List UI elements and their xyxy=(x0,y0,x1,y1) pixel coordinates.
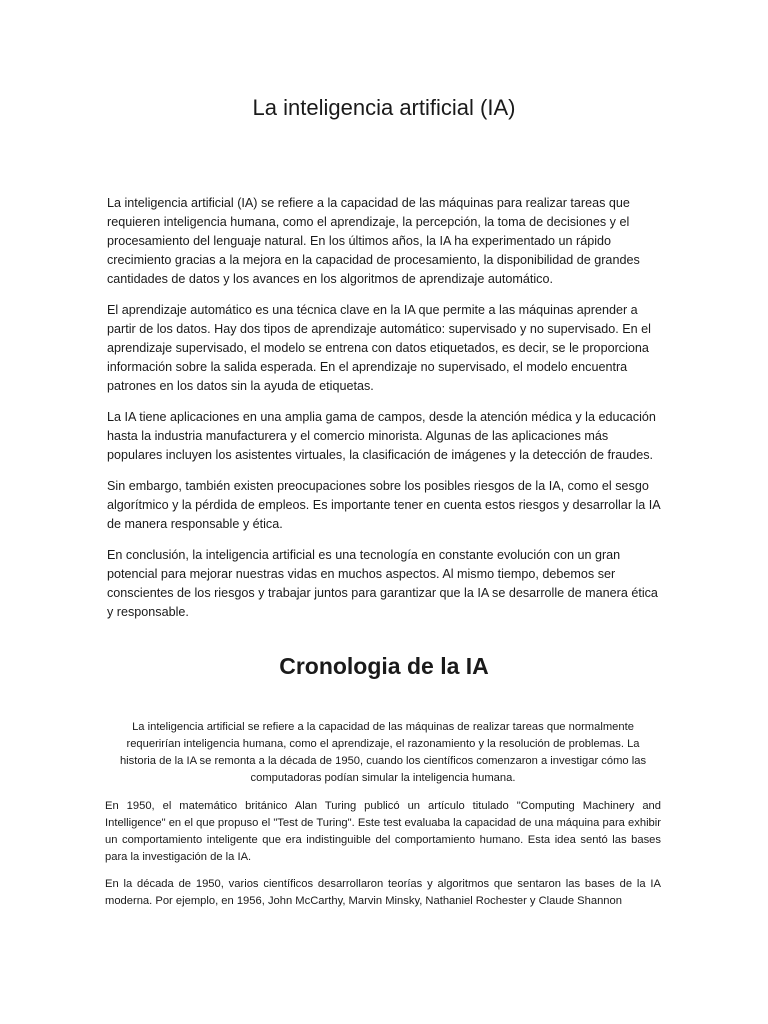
timeline-section xyxy=(105,719,661,920)
paragraph-timeline-intro: La inteligencia artificial se refiere a la capacidad de las máquinas de realizar tareas que normalmente requerirían inteligencia humana, como el aprendizaje, el razonamiento y la resolución de problemas. La historia de la IA se remonta a la década de 1950, cuando los científicos comenzaron a investigar cómo las computadoras podían simular la inteligencia humana. xyxy=(119,721,647,784)
page-title: La inteligencia artificial (IA) xyxy=(252,95,516,120)
paragraph-risks: Sin embargo, también existen preocupaciones sobre los posibles riesgos de la IA, como el sesgo algorítmico y la pérdida de empleos. Es importante tener en cuenta estos riesgos y desarrollar la IA de manera responsable y ética. xyxy=(107,479,661,531)
paragraph-turing: En 1950, el matemático británico Alan Turing publicó un artículo titulado "Computing Machinery and Intelligence" en el que propuso el "Test de Turing". Este test evaluaba la capacidad de una máquina para exhibir un comportamiento inteligente que era indistinguible del comportamiento humano. Esta idea sentó las bases para la investigación de la IA. xyxy=(105,800,661,863)
paragraph-1950s: En la década de 1950, varios científicos desarrollaron teorías y algoritmos que sentaron las bases de la IA moderna. Por ejemplo, en 1956, John McCarthy, Marvin Minsky, Nathaniel Rochester y Claude Shannon xyxy=(105,878,661,907)
paragraph-definition: La inteligencia artificial (IA) se refiere a la capacidad de las máquinas para realizar tareas que requieren inteligencia humana, como el aprendizaje, la percepción, la toma de decisiones y el procesamiento del lenguaje natural. En los últimos años, la IA ha experimentado un rápido crecimiento gracias a la mejora en la capacidad de procesamiento, la disponibilidad de grandes cantidades de datos y los avances en los algoritmos de aprendizaje automático. xyxy=(107,196,640,286)
paragraph-applications: La IA tiene aplicaciones en una amplia gama de campos, desde la atención médica y la educación hasta la industria manufacturera y el comercio minorista. Algunas de las aplicaciones más populares incluyen los asistentes virtuales, la clasificación de imágenes y la detección de fraudes. xyxy=(107,410,656,462)
paragraph-machine-learning: El aprendizaje automático es una técnica clave en la IA que permite a las máquinas aprender a partir de los datos. Hay dos tipos de aprendizaje automático: supervisado y no supervisado. En el aprendizaje supervisado, el modelo se entrena con datos etiquetados, es decir, se le proporciona información sobre la salida esperada. En el aprendizaje no supervisado, el modelo encuentra patrones en los datos sin la ayuda de etiquetas. xyxy=(107,303,651,393)
paragraph-conclusion: En conclusión, la inteligencia artificial es una tecnología en constante evolución con un gran potencial para mejorar nuestras vidas en muchos aspectos. Al mismo tiempo, debemos ser conscientes de los riesgos y trabajar juntos para garantizar que la IA se desarrolle de manera ética y responsable. xyxy=(107,548,658,619)
section-heading-timeline: Cronologia de la IA xyxy=(279,653,489,679)
intro-section xyxy=(107,194,663,634)
